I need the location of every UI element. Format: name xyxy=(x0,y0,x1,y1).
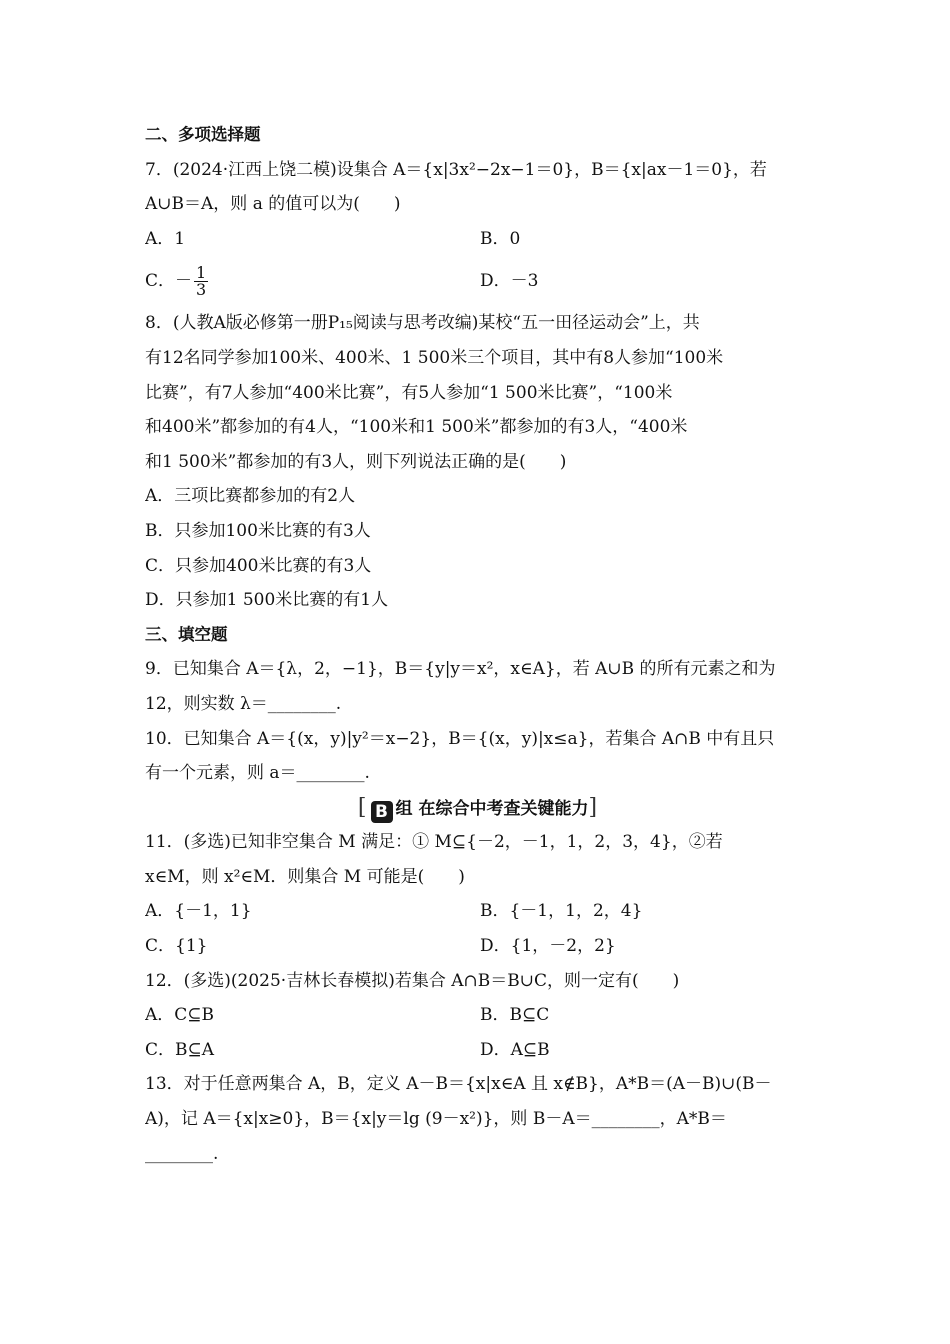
question-text-line: 和1 500米”都参加的有3人，则下列说法正确的是( ) xyxy=(145,451,567,472)
question-10 xyxy=(145,722,810,791)
question-text-line: A∪B＝A，则 a 的值可以为( ) xyxy=(145,194,401,215)
option-d: D．－3 xyxy=(480,271,539,292)
question-11 xyxy=(145,825,810,963)
option-c: C．B⊆A xyxy=(145,1039,215,1060)
option-row xyxy=(145,929,810,964)
fraction xyxy=(194,262,208,300)
question-text-line: 10．已知集合 A＝{(x，y)|y²＝x−2}，B＝{(x，y)|x≤a}，若集合 A∩B 中有且只 xyxy=(145,728,775,749)
question-text-line: A)，记 A＝{x|x≥0}，B＝{x|y＝lg (9－x²)}，则 B－A＝________，A*B＝ xyxy=(145,1109,727,1130)
question-text-line: 11．(多选)已知非空集合 M 满足：① M⊆{－2，－1，1，2，3，4}，②若 xyxy=(145,832,723,853)
question-text-line: 有一个元素，则 a＝________. xyxy=(145,763,370,784)
question-text-line: 12．(多选)(2025·吉林长春模拟)若集合 A∩B＝B∪C，则一定有( ) xyxy=(145,970,680,991)
group-title: 在综合中考查关键能力 xyxy=(418,798,589,819)
question-text-line: x∈M，则 x²∈M．则集合 M 可能是( ) xyxy=(145,866,465,887)
question-12 xyxy=(145,964,810,1068)
option-b: B．B⊆C xyxy=(480,1005,550,1026)
fraction-denominator: 3 xyxy=(196,280,207,300)
group-badge-b: B xyxy=(371,801,393,823)
option-a: A．1 xyxy=(145,228,186,249)
option-d: D．{1，－2，2} xyxy=(480,936,616,957)
option-d: D．只参加1 500米比赛的有1人 xyxy=(145,590,389,611)
option-c xyxy=(145,256,480,306)
question-text-line: 8．(人教A版必修第一册P₁₅阅读与思考改编)某校“五一田径运动会”上，共 xyxy=(145,313,700,334)
group-label: 组 xyxy=(395,798,413,819)
option-row xyxy=(145,1033,810,1068)
question-9 xyxy=(145,652,810,721)
fraction-numerator: 1 xyxy=(196,262,207,282)
question-text-line: 7．(2024·江西上饶二模)设集合 A＝{x|3x²−2x−1＝0}，B＝{x|ax－1＝0}，若 xyxy=(145,159,767,180)
question-8 xyxy=(145,306,810,617)
question-7 xyxy=(145,153,810,307)
option-b: B．0 xyxy=(480,228,521,249)
question-text-line: 12，则实数 λ＝________. xyxy=(145,693,342,714)
option-row xyxy=(145,894,810,929)
group-b-heading xyxy=(145,791,810,826)
option-b: B．只参加100米比赛的有3人 xyxy=(145,520,371,541)
section-heading-multiple-choice: 二、多项选择题 xyxy=(145,125,261,144)
option-row xyxy=(145,998,810,1033)
option-a: A．三项比赛都参加的有2人 xyxy=(145,486,356,507)
option-c-prefix: C．－ xyxy=(145,271,193,292)
question-text-line: 和400米”都参加的有4人，“100米和1 500米”都参加的有3人，“400米 xyxy=(145,417,688,438)
option-c: C．只参加400米比赛的有3人 xyxy=(145,555,372,576)
content-column xyxy=(145,118,810,1171)
question-text-line: 9．已知集合 A＝{λ，2，−1}，B＝{y|y＝x²，x∈A}，若 A∪B 的所有元素之和为 xyxy=(145,659,776,680)
question-text-line: ________. xyxy=(145,1143,219,1164)
question-text-line: 有12名同学参加100米、400米、1 500米三个项目，其中有8人参加“100米 xyxy=(145,347,724,368)
option-c: C．{1} xyxy=(145,936,208,957)
question-text-line: 比赛”，有7人参加“400米比赛”，有5人参加“1 500米比赛”，“100米 xyxy=(145,382,673,403)
option-row xyxy=(145,222,810,257)
question-13 xyxy=(145,1067,810,1171)
question-text-line: 13．对于任意两集合 A，B，定义 A－B＝{x|x∈A 且 x∉B}，A*B＝(A－B)∪(B－ xyxy=(145,1074,772,1095)
option-d: D．A⊆B xyxy=(480,1039,550,1060)
bracket-close: ] xyxy=(588,794,598,820)
bracket-open: [ xyxy=(357,794,367,820)
option-row xyxy=(145,256,810,306)
option-b: B．{－1，1，2，4} xyxy=(480,901,643,922)
option-a: A．C⊆B xyxy=(145,1005,215,1026)
section-heading-fill-in: 三、填空题 xyxy=(145,624,228,644)
option-a: A．{－1，1} xyxy=(145,901,252,922)
